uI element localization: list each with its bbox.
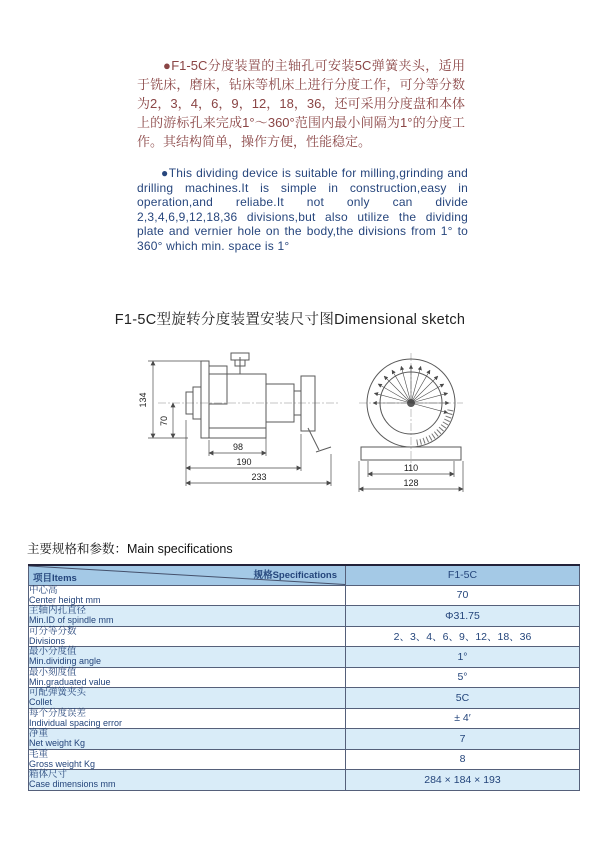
header-items-label: 项目Items bbox=[33, 572, 77, 584]
row-value: 5° bbox=[346, 667, 580, 688]
row-label-en: Collet bbox=[29, 697, 53, 707]
dim-center-height: 70 bbox=[159, 415, 169, 427]
header-cell-items-specs bbox=[29, 565, 346, 585]
front-view bbox=[359, 353, 463, 492]
table-row bbox=[29, 688, 580, 709]
row-label-cn: 可分等分数 bbox=[29, 625, 77, 637]
side-view bbox=[138, 353, 340, 486]
row-label-cn: 最小分度值 bbox=[29, 646, 77, 657]
row-value: 5C bbox=[346, 688, 580, 709]
row-label-en: Center height mm bbox=[29, 594, 101, 605]
row-label-cn: 最小刻度值 bbox=[29, 666, 77, 678]
dim-front-width: 110 bbox=[403, 463, 419, 473]
bullet-icon: ● bbox=[161, 166, 169, 180]
row-label-cn: 中心高 bbox=[29, 584, 58, 596]
row-label-en: Gross weight Kg bbox=[29, 758, 96, 769]
row-label-cn: 箱体尺寸 bbox=[29, 769, 68, 780]
row-label-cn: 毛重 bbox=[29, 748, 49, 760]
table-row bbox=[29, 749, 580, 770]
header-specs-label: 规格Specifications bbox=[253, 570, 337, 581]
dimensional-sketch bbox=[128, 348, 473, 500]
row-label-en: Min.dividing angle bbox=[29, 656, 102, 666]
table-row bbox=[29, 585, 580, 606]
intro-paragraph-en bbox=[137, 166, 468, 253]
table-row bbox=[29, 606, 580, 627]
intro-paragraph-cn bbox=[137, 56, 465, 151]
row-label-en: Individual spacing error bbox=[29, 717, 123, 728]
row-label-en: Case dimensions mm bbox=[29, 779, 116, 789]
row-label-cn: 主轴内孔直径 bbox=[29, 605, 87, 616]
sketch-title: F1-5C型旋转分度装置安装尺寸图Dimensional sketch bbox=[114, 312, 466, 328]
table-header-row bbox=[29, 565, 580, 585]
row-value: 8 bbox=[346, 749, 580, 770]
graduation-ticks bbox=[415, 410, 451, 443]
specs-heading: 主要规格和参数：Main specifications bbox=[27, 542, 233, 556]
row-value: 284 × 184 × 193 bbox=[346, 770, 580, 791]
bullet-icon: ● bbox=[163, 58, 172, 73]
row-label-en: Divisions bbox=[29, 635, 66, 646]
row-label-en: Net weight Kg bbox=[29, 738, 86, 748]
header-model-label: F1-5C bbox=[346, 565, 580, 585]
row-value: Φ31.75 bbox=[346, 606, 580, 627]
dim-body-width: 98 bbox=[232, 442, 244, 452]
table-row bbox=[29, 708, 580, 729]
table-row bbox=[29, 770, 580, 791]
table-row bbox=[29, 729, 580, 750]
row-label-cn: 可配弹簧夹头 bbox=[29, 687, 87, 698]
row-label-en: Min.ID of spindle mm bbox=[29, 615, 114, 625]
specs-table bbox=[28, 564, 580, 791]
table-row bbox=[29, 626, 580, 647]
row-value: 2、3、4、6、9、12、18、36 bbox=[346, 626, 580, 647]
row-label-en: Min.graduated value bbox=[29, 676, 111, 687]
intro-paragraph-en-text: This dividing device is suitable for milling,grinding and drilling machines.It is simple in construction,easy in operation,and reliabe.It not only can divide 2,3,4,6,9,12,18,36 divisions,but also utilize the dividing plate and vernier hole on the body,the divisions from 1° to 360° which min. space is 1° bbox=[137, 166, 468, 253]
row-value: 1° bbox=[346, 647, 580, 668]
dim-length-mid: 190 bbox=[236, 457, 252, 467]
table-row bbox=[29, 647, 580, 668]
dim-total-height: 134 bbox=[138, 392, 148, 408]
intro-paragraph-cn-text: F1-5C分度装置的主轴孔可安装5C弹簧夹头，适用于铣床，磨床，钻床等机床上进行分度工作，可分等分数为2，3，4，6，9，12，18，36，还可采用分度盘和本体上的游标孔来完成1°～360°范围内最小间隔为1°的分度工作。其结构简单，操作方便，性能稳定。 bbox=[137, 58, 465, 149]
row-label-cn: 净重 bbox=[29, 728, 49, 739]
dim-length-total: 233 bbox=[251, 472, 267, 482]
row-label-cn: 每个分度误差 bbox=[29, 707, 87, 719]
row-value: 70 bbox=[346, 585, 580, 606]
table-row bbox=[29, 667, 580, 688]
dim-base-width: 128 bbox=[403, 478, 419, 488]
row-value: 7 bbox=[346, 729, 580, 750]
row-value: ± 4′ bbox=[346, 708, 580, 729]
